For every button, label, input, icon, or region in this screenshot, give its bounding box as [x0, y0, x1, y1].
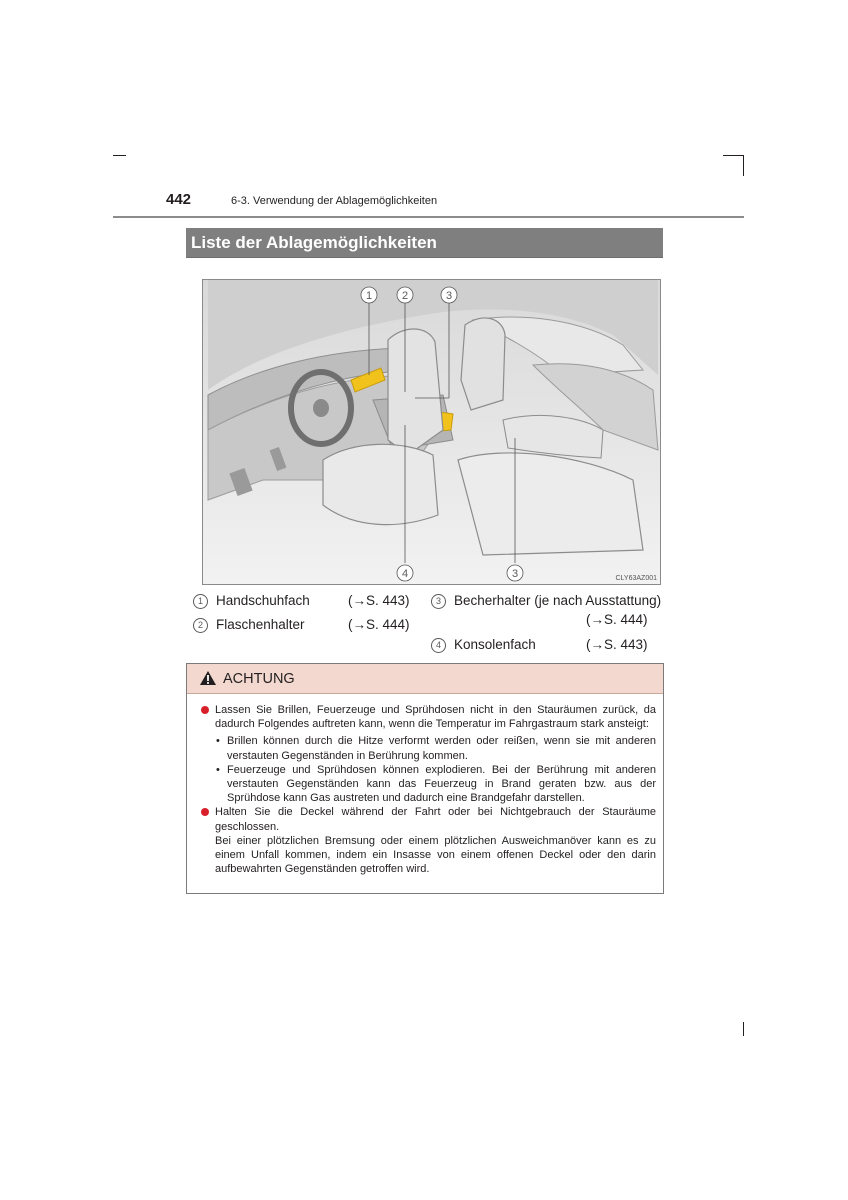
- red-bullet-icon: [201, 808, 209, 816]
- car-interior-drawing: [203, 280, 661, 585]
- legend-ref-1: (→S. 443): [348, 593, 410, 608]
- section-title: 6-3. Verwendung der Ablagemöglichkeiten: [231, 195, 438, 207]
- callout-1-label: 1: [365, 290, 373, 302]
- legend-ref-4: (→S. 443): [586, 637, 648, 652]
- warning-body: [187, 694, 663, 876]
- page-heading: Liste der Ablagemöglichkeiten: [186, 228, 663, 258]
- figure-code: CLY63AZ001: [615, 575, 657, 582]
- steering-hub: [313, 399, 329, 417]
- warning-bullet-1: [201, 703, 656, 731]
- header-rule: [113, 216, 744, 218]
- callout-2-label: 2: [401, 290, 409, 302]
- warning-sub-2: [201, 763, 656, 806]
- legend-num-4: 4: [431, 638, 446, 653]
- warning-sub-1-text: Brillen können durch die Hitze verformt werden oder reißen, wenn sie mit anderen verstauten Gegenständen in Berührung kommen.: [227, 735, 656, 762]
- legend-num-2: 2: [193, 618, 208, 633]
- red-bullet-icon: [201, 706, 209, 714]
- legend-item-console-box: [431, 637, 536, 653]
- legend-label-1: Handschuhfach: [216, 593, 310, 608]
- legend-ref-2: (→S. 444): [348, 617, 410, 632]
- legend-num-3: 3: [431, 594, 446, 609]
- callout-3-label: 3: [445, 290, 453, 302]
- legend-item-glove-box: [193, 593, 310, 609]
- front-seat-backrest: [388, 329, 443, 455]
- crop-mark-top-right-h: [723, 155, 744, 156]
- legend-label-3: Becherhalter (je nach Ausstattung): [454, 593, 662, 608]
- warning-box: [186, 663, 664, 894]
- legend-item-bottle-holder: [193, 617, 305, 633]
- warning-bullet-1-text: Lassen Sie Brillen, Feuerzeuge und Sprühdosen nicht in den Stauräumen zurück, da dadurch Folgendes auftreten kann, wenn die Temperatur im Fahrgastraum stark ansteigt:: [215, 704, 656, 731]
- page-number: 442: [166, 191, 192, 208]
- warning-sub-1: [201, 734, 656, 762]
- legend-item-cup-holder: [431, 593, 661, 609]
- warning-sub-2-text: Feuerzeuge und Sprühdosen können explodieren. Bei der Berührung mit anderen verstauten Gegenständen kann das Feuerzeug in Brand geraten bzw. aus der Sprühdose kann Gas austreten und dadurch eine Brandgefahr darstellen.: [227, 763, 656, 805]
- crop-mark-bottom-right-v: [743, 1022, 744, 1036]
- sub-bullet-icon: •: [216, 735, 220, 748]
- legend-num-1: 1: [193, 594, 208, 609]
- callout-3: [441, 287, 457, 303]
- callout-3b: [507, 565, 523, 581]
- warning-bullet-2: [201, 805, 656, 833]
- legend-label-4: Konsolenfach: [454, 637, 536, 652]
- callout-3b-label: 3: [511, 568, 519, 580]
- legend-ref-3: (→S. 444): [586, 612, 648, 627]
- warning-triangle-icon: [199, 670, 217, 686]
- warning-bullet-2-text: Halten Sie die Deckel während der Fahrt oder bei Nichtgebrauch der Stauräume geschlossen.: [215, 806, 656, 833]
- callout-1: [361, 287, 377, 303]
- passenger-seat: [461, 318, 505, 410]
- legend-label-2: Flaschenhalter: [216, 617, 305, 632]
- callout-4-label: 4: [401, 568, 409, 580]
- callout-2: [397, 287, 413, 303]
- callout-4: [397, 565, 413, 581]
- warning-bullet-2-cont-text: Bei einer plötzlichen Bremsung oder einem plötzlichen Ausweichmanöver kann es zu einem Unfall kommen, indem ein Insasse von einem offenen Deckel oder den darin aufbewahrten Gegenständen getroffen wird.: [215, 834, 656, 876]
- crop-mark-top-right-v: [743, 155, 744, 176]
- interior-illustration: [202, 279, 661, 585]
- crop-mark-top-left: [113, 155, 126, 156]
- sub-bullet-icon: •: [216, 763, 220, 776]
- warning-title: ACHTUNG: [223, 671, 295, 687]
- warning-header: [187, 664, 663, 694]
- warning-bullet-2-cont: [201, 834, 656, 877]
- front-seat-cushion: [323, 444, 438, 524]
